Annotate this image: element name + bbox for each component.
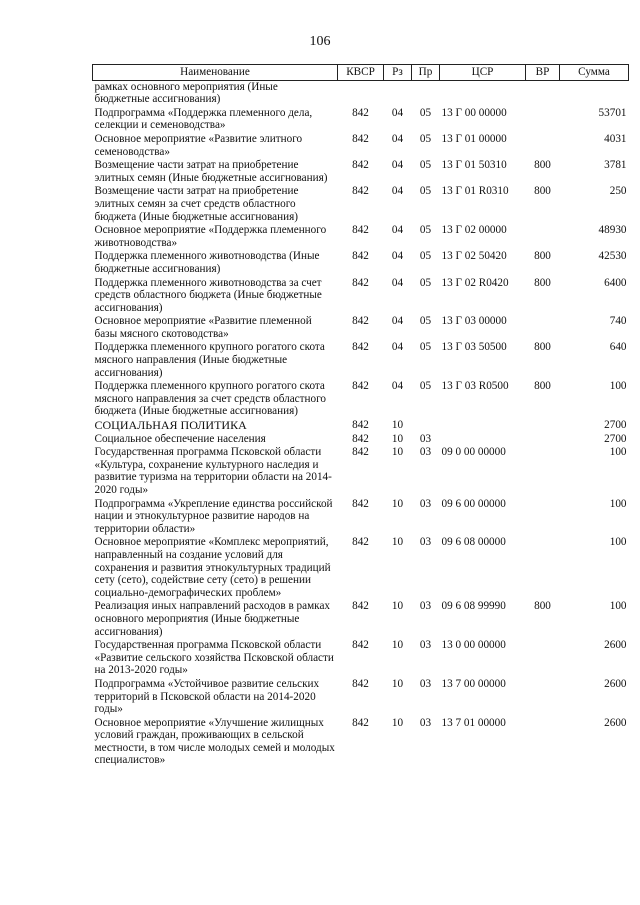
cell-rz: 04 — [391, 106, 404, 119]
table-row — [93, 315, 629, 341]
cell-sum: 48930 — [598, 224, 627, 237]
cell-kvsr: 842 — [352, 600, 369, 613]
cell-csr: 13 7 00 00000 — [441, 677, 506, 690]
cell-rz: 04 — [391, 341, 404, 354]
table-row — [93, 380, 629, 419]
header-sum: Сумма — [560, 65, 629, 81]
table-body — [93, 80, 629, 768]
cell-csr: 13 Г 01 R0310 — [441, 185, 509, 198]
cell-name: СОЦИАЛЬНАЯ ПОЛИТИКА — [94, 418, 247, 433]
cell-kvsr: 842 — [352, 132, 369, 145]
cell-sum: 2700 — [604, 419, 627, 432]
cell-vr — [526, 536, 560, 600]
cell-pr: 03 — [419, 639, 432, 652]
cell-kvsr: 842 — [352, 341, 369, 354]
cell-vr — [526, 678, 560, 717]
cell-csr: 13 Г 01 00000 — [441, 132, 507, 145]
cell-vr — [526, 419, 560, 433]
cell-sum: 2600 — [604, 716, 627, 729]
cell-sum: 250 — [609, 185, 627, 198]
cell-csr — [440, 419, 526, 433]
cell-sum: 740 — [609, 315, 627, 328]
header-rz: Рз — [384, 65, 412, 81]
cell-vr: 800 — [534, 380, 551, 393]
cell-name: Поддержка племенного крупного рогатого скота мясного направления (Иные бюджетные ассигнования) — [94, 341, 325, 379]
cell-pr: 05 — [419, 159, 432, 172]
cell-vr — [526, 133, 560, 159]
cell-vr — [526, 446, 560, 497]
cell-rz: 10 — [391, 497, 404, 510]
cell-rz: 04 — [391, 276, 404, 289]
cell-vr — [526, 717, 560, 768]
cell-csr: 09 6 08 99990 — [441, 600, 506, 613]
cell-pr: 05 — [419, 106, 432, 119]
cell-vr: 800 — [534, 159, 551, 172]
cell-rz: 04 — [391, 159, 404, 172]
table-row — [93, 133, 629, 159]
cell-pr: 03 — [419, 497, 432, 510]
cell-kvsr: 842 — [352, 159, 369, 172]
cell-kvsr: 842 — [352, 380, 369, 393]
cell-rz: 04 — [391, 132, 404, 145]
cell-csr: 09 6 00 00000 — [441, 497, 506, 510]
table-row — [93, 80, 629, 107]
table-row — [93, 185, 629, 224]
cell-vr — [526, 80, 560, 107]
header-vr: ВР — [526, 65, 560, 81]
header-name: Наименование — [93, 65, 338, 81]
cell-rz — [384, 80, 412, 107]
cell-rz: 04 — [391, 315, 404, 328]
cell-vr: 800 — [534, 341, 551, 354]
cell-csr: 13 Г 02 50420 — [441, 250, 507, 263]
cell-kvsr: 842 — [352, 536, 369, 549]
cell-csr: 13 Г 02 R0420 — [441, 276, 509, 289]
cell-rz: 04 — [391, 224, 404, 237]
cell-pr: 03 — [419, 536, 432, 549]
cell-pr: 03 — [419, 716, 432, 729]
cell-pr: 05 — [419, 132, 432, 145]
table-row — [93, 419, 629, 433]
cell-rz: 04 — [391, 250, 404, 263]
cell-name: Подпрограмма «Поддержка племенного дела, селекции и семеноводства» — [94, 106, 313, 132]
cell-sum: 4031 — [604, 132, 627, 145]
page-number: 106 — [309, 34, 331, 49]
cell-rz: 10 — [391, 600, 404, 613]
cell-vr — [526, 498, 560, 537]
cell-vr: 800 — [534, 250, 551, 263]
cell-sum — [560, 80, 629, 107]
cell-pr: 03 — [419, 446, 432, 459]
table-row — [93, 107, 629, 133]
cell-sum: 100 — [609, 497, 627, 510]
table-row — [93, 498, 629, 537]
table-row — [93, 250, 629, 276]
table-row — [93, 536, 629, 600]
cell-name: рамках основного мероприятия (Иные бюджетные ассигнования) — [94, 80, 278, 106]
cell-name: Основное мероприятие «Улучшение жилищных условий граждан, проживающих в сельской местности, в том числе молодых семей и молодых специалистов» — [94, 716, 335, 767]
cell-kvsr: 842 — [352, 315, 369, 328]
cell-vr — [526, 107, 560, 133]
cell-csr: 09 6 08 00000 — [441, 536, 506, 549]
cell-csr: 13 Г 02 00000 — [441, 224, 507, 237]
table-row — [93, 678, 629, 717]
cell-csr: 09 0 00 00000 — [441, 446, 506, 459]
cell-pr: 05 — [419, 276, 432, 289]
table-row — [93, 717, 629, 768]
cell-kvsr: 842 — [352, 224, 369, 237]
cell-sum: 3781 — [604, 159, 627, 172]
cell-sum: 2700 — [604, 432, 627, 445]
cell-pr: 05 — [419, 315, 432, 328]
cell-kvsr: 842 — [352, 250, 369, 263]
cell-kvsr: 842 — [352, 497, 369, 510]
cell-kvsr: 842 — [352, 677, 369, 690]
cell-csr: 13 0 00 00000 — [441, 639, 506, 652]
cell-csr — [440, 80, 526, 107]
cell-csr: 13 Г 03 R0500 — [441, 380, 509, 393]
cell-name: Основное мероприятие «Развитие элитного семеноводства» — [94, 132, 303, 158]
cell-pr: 05 — [419, 341, 432, 354]
cell-kvsr: 842 — [352, 432, 369, 445]
cell-name: Поддержка племенного животноводства (Иные бюджетные ассигнования) — [94, 250, 320, 275]
cell-vr — [526, 224, 560, 250]
cell-vr — [526, 639, 560, 678]
cell-pr: 05 — [419, 380, 432, 393]
cell-csr — [440, 433, 526, 447]
cell-sum: 100 — [609, 536, 627, 549]
cell-pr: 03 — [419, 677, 432, 690]
cell-vr — [526, 433, 560, 447]
cell-name: Поддержка племенного животноводства за счет средств областного бюджета (Иные бюджетные ассигнования) — [94, 276, 322, 314]
header-pr: Пр — [412, 65, 440, 81]
cell-name: Государственная программа Псковской области «Культура, сохранение культурного наследия и развитие туризма на территории области на 2014-2020 годы» — [94, 446, 332, 496]
cell-name: Основное мероприятие «Поддержка племенного животноводства» — [94, 224, 327, 249]
cell-rz: 10 — [391, 446, 404, 459]
cell-kvsr: 842 — [352, 185, 369, 198]
cell-kvsr: 842 — [352, 419, 369, 432]
cell-name: Поддержка племенного крупного рогатого скота мясного направления за счет средств областного бюджета (Иные бюджетные ассигнования) — [94, 380, 327, 418]
cell-rz: 10 — [391, 677, 404, 690]
cell-pr: 05 — [419, 185, 432, 198]
cell-rz: 04 — [391, 185, 404, 198]
cell-kvsr — [338, 80, 384, 107]
cell-csr: 13 Г 01 50310 — [441, 159, 507, 172]
cell-rz: 04 — [391, 380, 404, 393]
header-csr: ЦСР — [440, 65, 526, 81]
cell-rz: 10 — [391, 536, 404, 549]
cell-pr: 03 — [419, 432, 432, 445]
table-row — [93, 224, 629, 250]
table-row — [93, 639, 629, 678]
cell-sum: 6400 — [604, 276, 627, 289]
table-row — [93, 159, 629, 185]
cell-rz: 10 — [391, 639, 404, 652]
cell-name: Социальное обеспечение населения — [94, 432, 266, 445]
cell-csr: 13 7 01 00000 — [441, 716, 506, 729]
cell-rz: 10 — [391, 432, 404, 445]
cell-sum: 100 — [609, 446, 627, 459]
cell-name: Возмещение части затрат на приобретение элитных семян (Иные бюджетные ассигнования) — [94, 159, 328, 184]
cell-vr — [526, 315, 560, 341]
header-kvsr: КВСР — [338, 65, 384, 81]
cell-kvsr: 842 — [352, 639, 369, 652]
table-row — [93, 277, 629, 316]
cell-kvsr: 842 — [352, 276, 369, 289]
cell-sum: 2600 — [604, 677, 627, 690]
cell-name: Подпрограмма «Укрепление единства российской нации и этнокультурное развитие народов на территории области» — [94, 497, 333, 535]
table-row — [93, 600, 629, 639]
cell-pr — [412, 80, 440, 107]
cell-sum: 640 — [609, 341, 627, 354]
cell-csr: 13 Г 03 00000 — [441, 315, 507, 328]
cell-name: Подпрограмма «Устойчивое развитие сельских территорий в Псковской области на 2014-2020 годы» — [94, 677, 320, 716]
cell-name: Реализация иных направлений расходов в рамках основного мероприятия (Иные бюджетные ассигнования) — [94, 600, 331, 638]
table-row — [93, 446, 629, 497]
cell-sum: 100 — [609, 380, 627, 393]
cell-pr — [412, 419, 440, 433]
cell-kvsr: 842 — [352, 106, 369, 119]
cell-sum: 42530 — [598, 250, 627, 263]
cell-vr: 800 — [534, 600, 551, 613]
cell-name: Возмещение части затрат на приобретение элитных семян за счет средств областного бюджета (Иные бюджетные ассигнования) — [94, 185, 299, 223]
cell-csr: 13 Г 00 00000 — [441, 106, 507, 119]
cell-sum: 53701 — [598, 106, 627, 119]
cell-sum: 100 — [609, 600, 627, 613]
cell-pr: 05 — [419, 250, 432, 263]
table-row — [93, 341, 629, 380]
cell-rz: 10 — [391, 716, 404, 729]
table-row — [93, 433, 629, 447]
cell-name: Основное мероприятие «Развитие племенной базы мясного скотоводства» — [94, 315, 312, 340]
cell-pr: 05 — [419, 224, 432, 237]
cell-rz: 10 — [391, 419, 404, 432]
table-header-row — [93, 65, 629, 81]
cell-csr: 13 Г 03 50500 — [441, 341, 507, 354]
cell-name: Государственная программа Псковской области «Развитие сельского хозяйства Псковской области на 2013-2020 годы» — [94, 639, 334, 677]
cell-name: Основное мероприятие «Комплекс мероприятий, направленный на создание условий для сохранения и развития этнокультурных традиций сету (сето), содействие сету (сето) в решении социально-демографических проблем» — [94, 536, 331, 599]
cell-vr: 800 — [534, 185, 551, 198]
cell-pr: 03 — [419, 600, 432, 613]
cell-sum: 2600 — [604, 639, 627, 652]
budget-table — [92, 64, 629, 768]
cell-kvsr: 842 — [352, 716, 369, 729]
cell-kvsr: 842 — [352, 446, 369, 459]
cell-vr: 800 — [534, 276, 551, 289]
